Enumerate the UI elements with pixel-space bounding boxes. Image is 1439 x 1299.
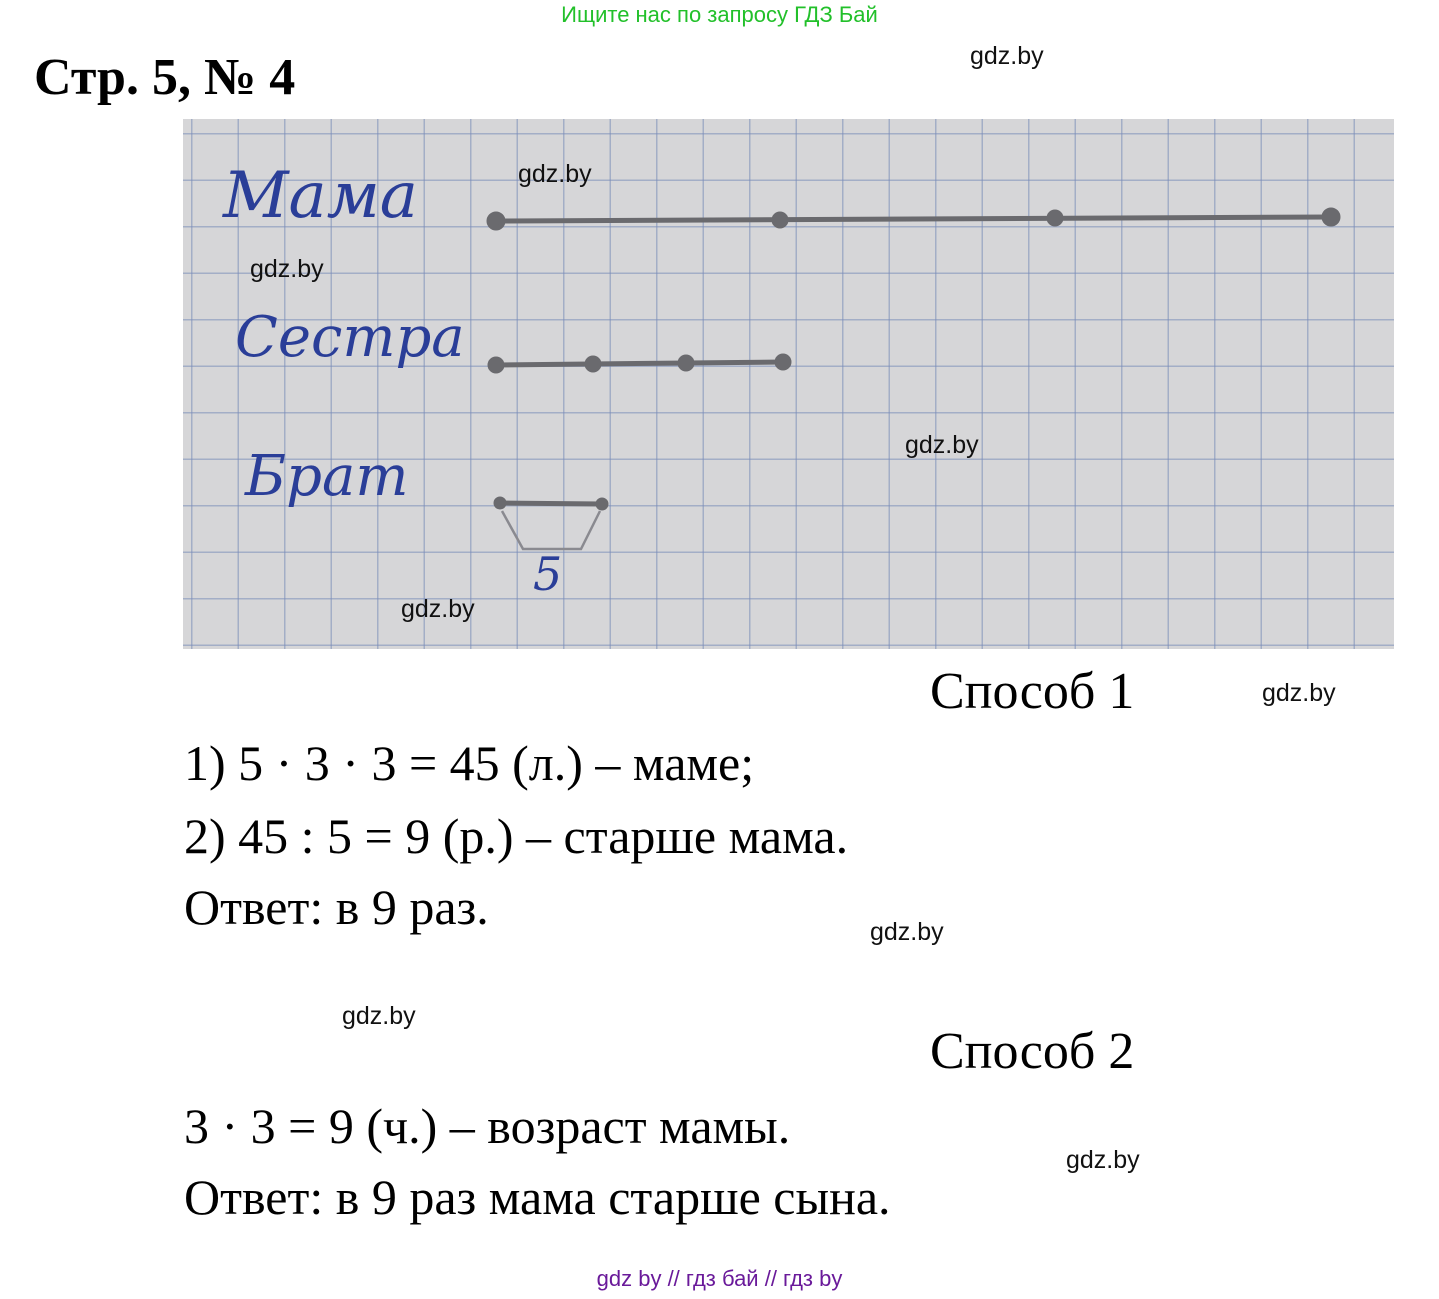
- label-sestra: Сестра: [235, 305, 465, 370]
- method2-step1: 3 · 3 = 9 (ч.) – возраст мамы.: [184, 1098, 791, 1154]
- page-title: Стр. 5, № 4: [34, 49, 296, 106]
- method1-step1: 1) 5 · 3 · 3 = 45 (л.) – маме;: [184, 735, 755, 791]
- method2-heading: Способ 2: [930, 1023, 1135, 1080]
- watermark: gdz.by: [870, 918, 944, 946]
- notebook-photo: [183, 119, 1394, 649]
- brace-value: 5: [533, 547, 563, 601]
- method2-answer: Ответ: в 9 раз мама старше сына.: [184, 1169, 891, 1225]
- watermark: gdz.by: [970, 42, 1044, 70]
- footer-links[interactable]: gdz by // гдз бай // гдз by: [596, 1266, 843, 1291]
- search-banner[interactable]: Ищите нас по запросу ГДЗ Бай: [561, 2, 878, 27]
- watermark: gdz.by: [401, 595, 475, 623]
- method1-answer: Ответ: в 9 раз.: [184, 879, 489, 935]
- watermark: gdz.by: [518, 160, 592, 188]
- watermark: gdz.by: [250, 255, 324, 283]
- sister-segment: [490, 356, 789, 371]
- method1-heading: Способ 1: [930, 663, 1135, 720]
- watermark: gdz.by: [342, 1002, 416, 1030]
- label-mama: Мама: [223, 159, 418, 233]
- watermark: gdz.by: [1066, 1146, 1140, 1174]
- mama-segment: [489, 210, 1338, 228]
- label-brat: Брат: [245, 444, 409, 509]
- method1-step2: 2) 45 : 5 = 9 (р.) – старше мама.: [184, 808, 849, 864]
- watermark: gdz.by: [1262, 679, 1336, 707]
- brother-segment: [494, 497, 608, 549]
- watermark: gdz.by: [905, 431, 979, 459]
